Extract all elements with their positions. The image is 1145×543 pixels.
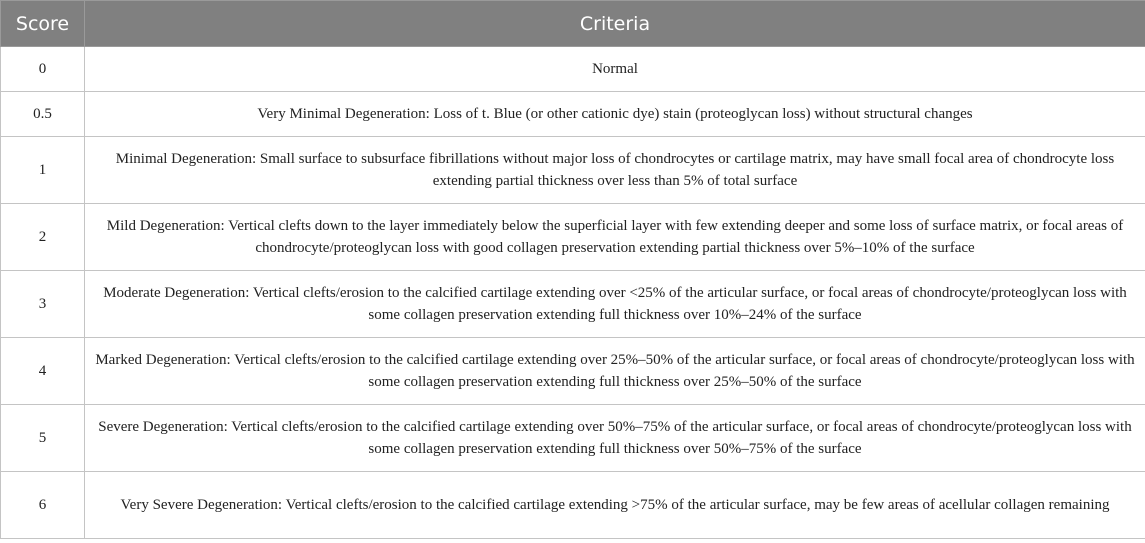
- table-row: [1, 47, 1145, 92]
- criteria-cell: Very Severe Degeneration: Vertical clefts/erosion to the calcified cartilage extending >75% of the articular surface, may be few areas of acellular collagen remaining: [85, 472, 1145, 539]
- table-row: [1, 472, 1145, 539]
- score-cell: 0.5: [1, 92, 85, 137]
- table-row: [1, 92, 1145, 137]
- criteria-cell: Moderate Degeneration: Vertical clefts/erosion to the calcified cartilage extending over <25% of the articular surface, or focal areas of chondrocyte/proteoglycan loss with some collagen preservation extending full thickness over 10%–24% of the surface: [85, 271, 1145, 338]
- table-row: [1, 204, 1145, 271]
- column-header-criteria: Criteria: [85, 1, 1145, 47]
- criteria-cell: Mild Degeneration: Vertical clefts down to the layer immediately below the superficial layer with few extending deeper and some loss of surface matrix, or focal areas of chondrocyte/proteoglycan loss with good collagen preservation extending partial thickness over 5%–10% of the surface: [85, 204, 1145, 271]
- score-cell: 2: [1, 204, 85, 271]
- criteria-cell: Normal: [85, 47, 1145, 92]
- criteria-cell: Severe Degeneration: Vertical clefts/erosion to the calcified cartilage extending over 50%–75% of the articular surface, or focal areas of chondrocyte/proteoglycan loss with some collagen preservation extending full thickness over 50%–75% of the surface: [85, 405, 1145, 472]
- table-row: [1, 137, 1145, 204]
- table-row: [1, 271, 1145, 338]
- criteria-cell: Minimal Degeneration: Small surface to subsurface fibrillations without major loss of chondrocytes or cartilage matrix, may have small focal area of chondrocyte loss extending partial thickness over less than 5% of total surface: [85, 137, 1145, 204]
- table-body: [1, 47, 1145, 539]
- score-cell: 0: [1, 47, 85, 92]
- score-cell: 4: [1, 338, 85, 405]
- column-header-score: Score: [1, 1, 85, 47]
- header-row: [1, 1, 1145, 47]
- score-cell: 3: [1, 271, 85, 338]
- criteria-cell: Very Minimal Degeneration: Loss of t. Blue (or other cationic dye) stain (proteoglycan loss) without structural changes: [85, 92, 1145, 137]
- score-cell: 1: [1, 137, 85, 204]
- score-cell: 5: [1, 405, 85, 472]
- criteria-cell: Marked Degeneration: Vertical clefts/erosion to the calcified cartilage extending over 25%–50% of the articular surface, or focal areas of chondrocyte/proteoglycan loss with some collagen preservation extending full thickness over 25%–50% of the surface: [85, 338, 1145, 405]
- table-header: [1, 1, 1145, 47]
- table-row: [1, 338, 1145, 405]
- table-row: [1, 405, 1145, 472]
- score-cell: 6: [1, 472, 85, 539]
